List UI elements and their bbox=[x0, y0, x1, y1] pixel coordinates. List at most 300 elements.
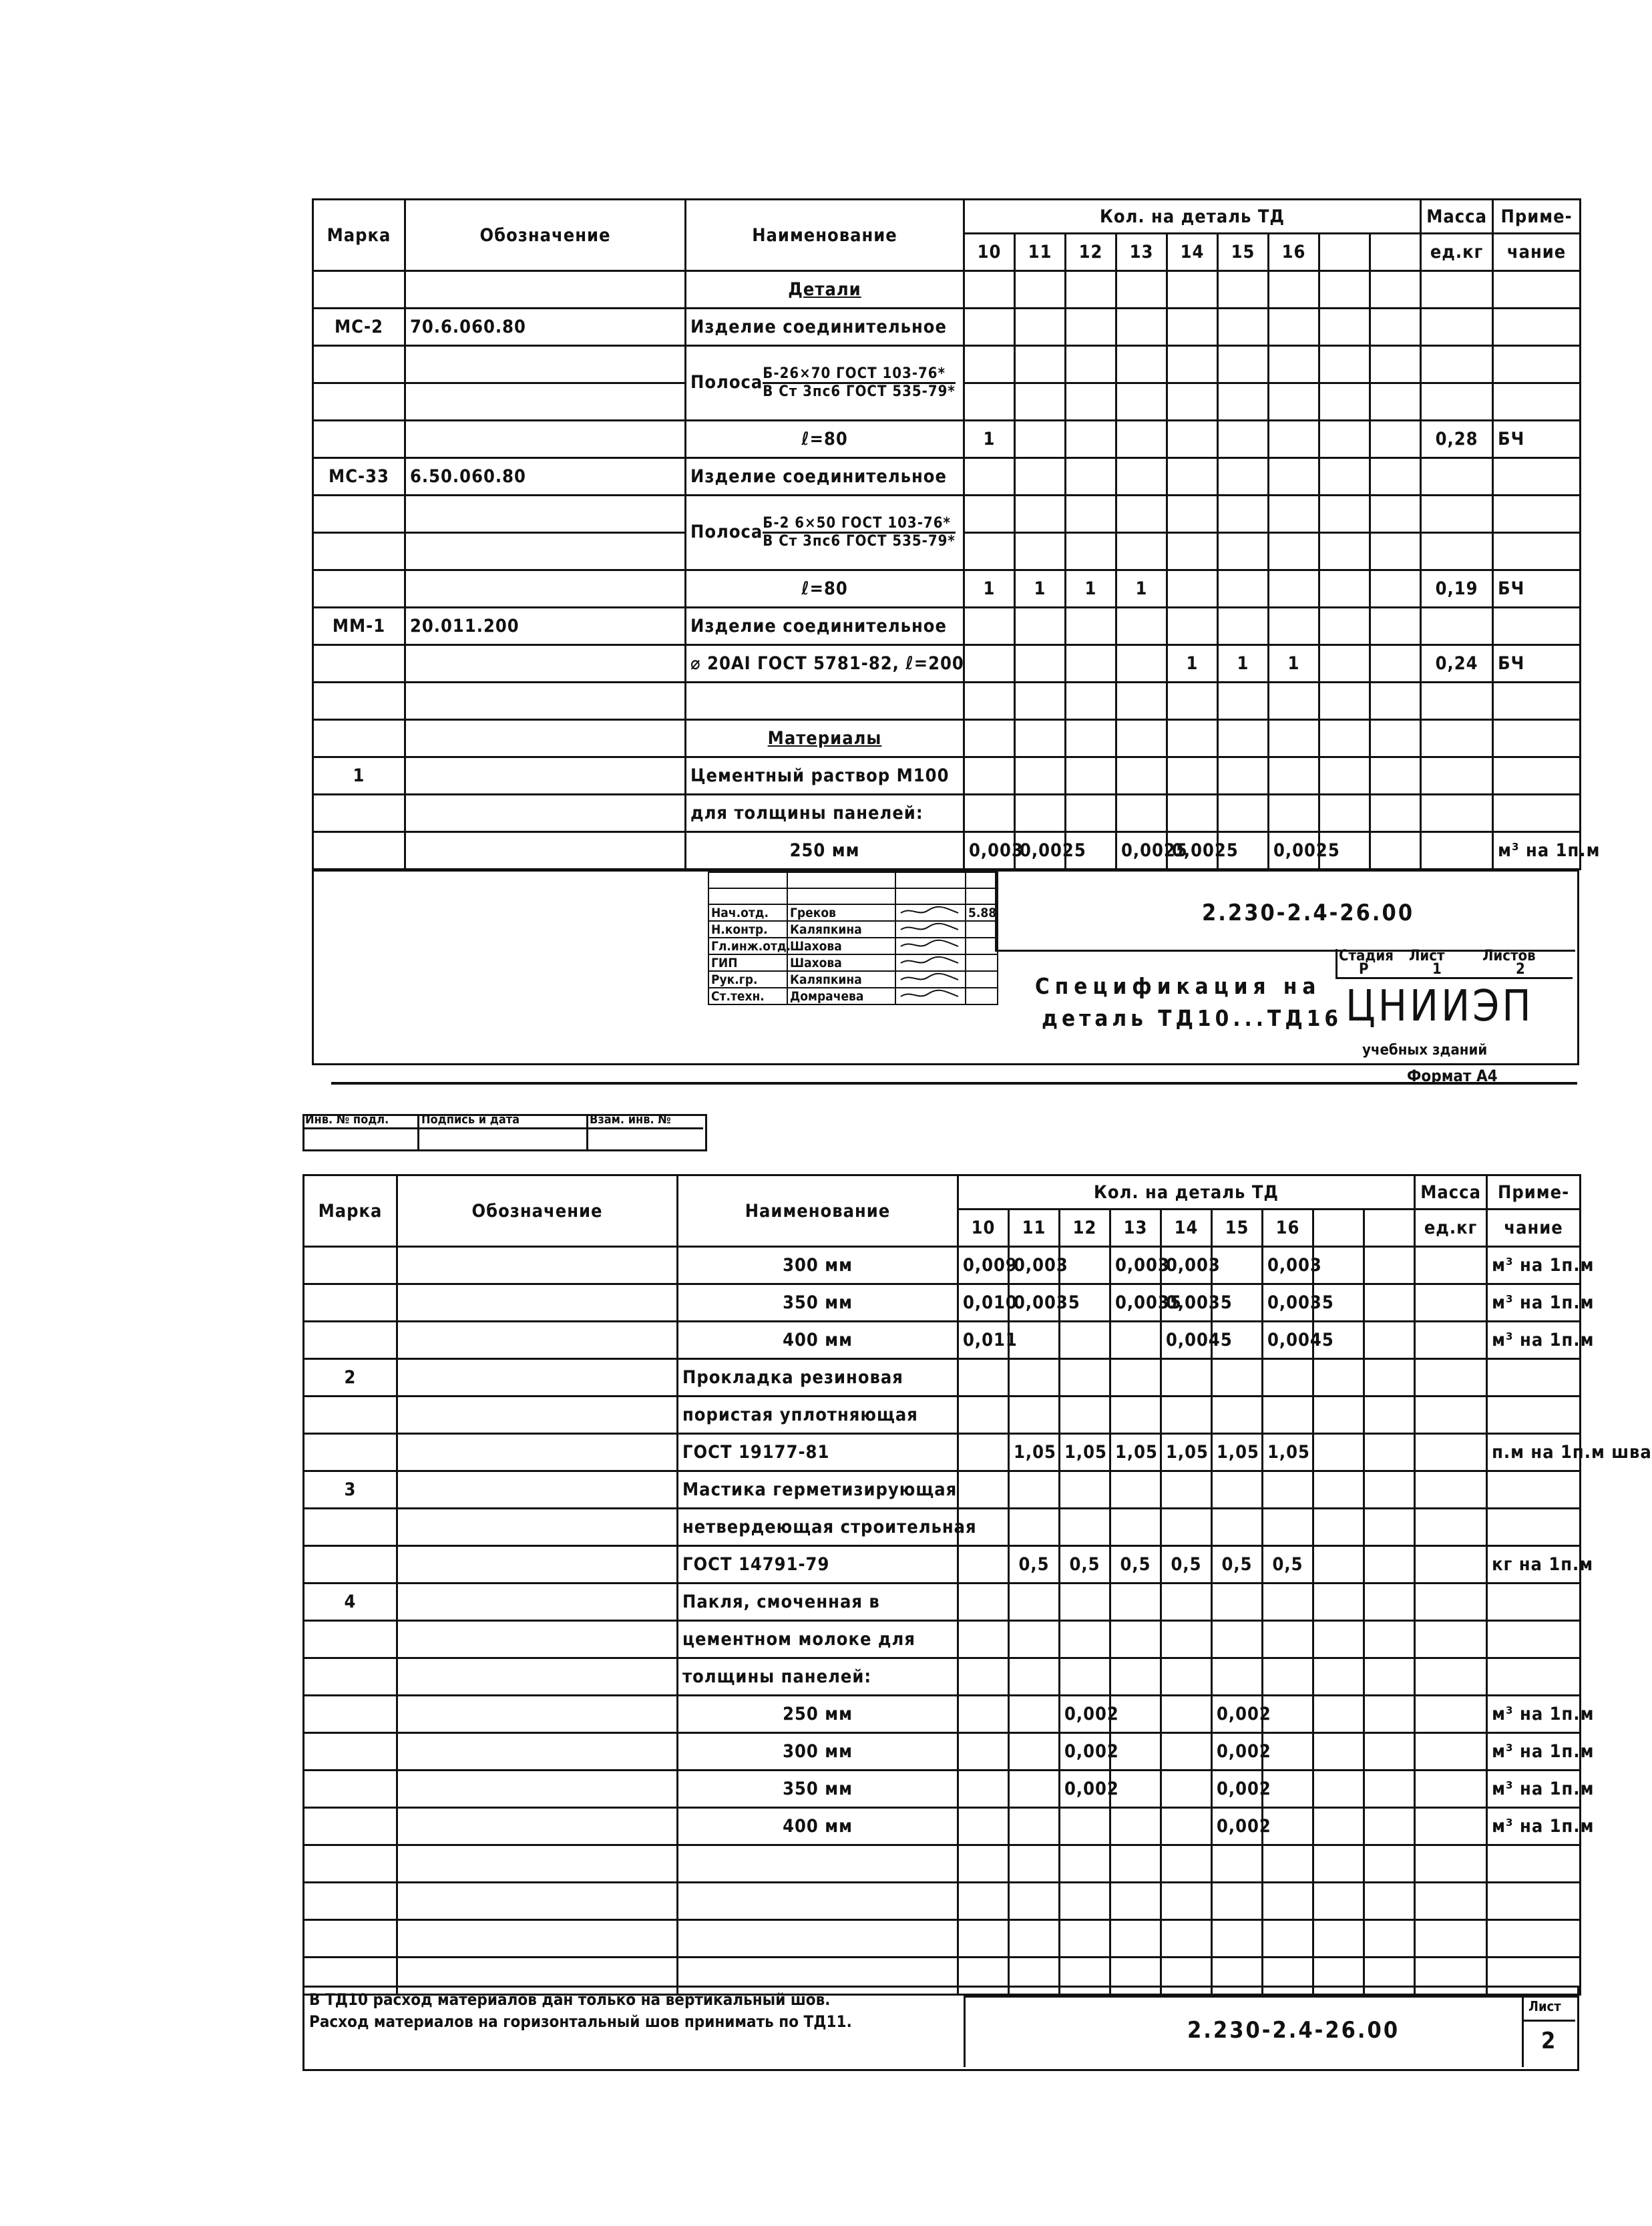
doc-code-2: 2.230-2.4-26.00 bbox=[1187, 2017, 1400, 2044]
cell-qty bbox=[1066, 271, 1116, 309]
signature-row bbox=[708, 938, 998, 954]
cell-marka bbox=[304, 1546, 397, 1584]
cell-qty bbox=[1319, 271, 1370, 309]
doc-code-1: 2.230-2.4-26.00 bbox=[1202, 900, 1415, 926]
cell-qty bbox=[1015, 608, 1066, 645]
signer-signature bbox=[895, 971, 966, 988]
cell-qty: 0,003 bbox=[964, 832, 1015, 870]
cell-qty bbox=[1161, 1808, 1212, 1845]
cell-marka bbox=[304, 1397, 397, 1434]
cell-marka bbox=[313, 683, 405, 720]
cell-primechanie: м³ на 1п.м bbox=[1487, 1322, 1581, 1359]
cell-qty: 0,5 bbox=[1009, 1546, 1060, 1584]
cell-qty bbox=[964, 645, 1015, 683]
cell-naimenovanie: цементном молоке для bbox=[678, 1621, 958, 1658]
org-logo: ЦНИИЭП bbox=[1346, 982, 1534, 1031]
cell-primechanie: м³ на 1п.м bbox=[1493, 832, 1581, 870]
col-num: 11 bbox=[1009, 1210, 1060, 1247]
cell-oboznachenie bbox=[397, 1771, 678, 1808]
header-naimenovanie: Наименование bbox=[678, 1175, 958, 1247]
cell-qty bbox=[1313, 1434, 1364, 1471]
cell-qty: 0,0035 bbox=[1263, 1284, 1313, 1322]
cell-marka bbox=[304, 1509, 397, 1546]
signature-scribble bbox=[898, 905, 962, 917]
cell-qty bbox=[1364, 1284, 1415, 1322]
cell-qty bbox=[1319, 533, 1370, 570]
cell-qty bbox=[1015, 645, 1066, 683]
cell-qty bbox=[1212, 1359, 1263, 1397]
header-prim-1: Приме- bbox=[1487, 1175, 1581, 1210]
cell-qty bbox=[1167, 608, 1218, 645]
table-row bbox=[313, 720, 1581, 757]
table-row bbox=[313, 757, 1581, 795]
cell-qty bbox=[1015, 757, 1066, 795]
cell-qty bbox=[1218, 271, 1269, 309]
cell-qty: 0,002 bbox=[1212, 1696, 1263, 1733]
cell-qty bbox=[1313, 1696, 1364, 1733]
cell-qty bbox=[1116, 608, 1167, 645]
cell-qty bbox=[1167, 271, 1218, 309]
cell-qty bbox=[1370, 383, 1421, 421]
signature-scribble bbox=[898, 938, 962, 950]
cell-qty bbox=[1212, 1920, 1263, 1958]
cell-qty bbox=[1212, 1883, 1263, 1920]
cell-naimenovanie: Изделие соединительное bbox=[686, 458, 964, 496]
cell-qty bbox=[1167, 757, 1218, 795]
cell-qty: 0,009 bbox=[958, 1247, 1009, 1284]
stage-value: Р bbox=[1359, 961, 1369, 978]
header-naimenovanie: Наименование bbox=[686, 200, 964, 271]
cell-qty bbox=[1269, 496, 1319, 533]
cell-naimenovanie: 250 мм bbox=[678, 1696, 958, 1733]
spec-table-1 bbox=[312, 198, 1601, 870]
cell-oboznachenie bbox=[397, 1621, 678, 1658]
cell-naimenovanie: Изделие соединительное bbox=[686, 608, 964, 645]
cell-oboznachenie bbox=[397, 1733, 678, 1771]
cell-qty bbox=[1269, 383, 1319, 421]
cell-qty bbox=[1009, 1359, 1060, 1397]
cell-qty: 0,5 bbox=[1263, 1546, 1313, 1584]
table-row bbox=[313, 683, 1581, 720]
cell-qty bbox=[1060, 1509, 1110, 1546]
cell-massa bbox=[1415, 1247, 1487, 1284]
cell-qty bbox=[1009, 1658, 1060, 1696]
cell-qty bbox=[964, 383, 1015, 421]
cell-qty bbox=[1263, 1584, 1313, 1621]
cell-qty: 0,0045 bbox=[1263, 1322, 1313, 1359]
cell-qty bbox=[1015, 309, 1066, 346]
cell-qty bbox=[1370, 832, 1421, 870]
col-num: 15 bbox=[1218, 234, 1269, 271]
cell-qty: 1 bbox=[964, 421, 1015, 458]
cell-qty bbox=[1218, 346, 1269, 383]
cell-marka bbox=[304, 1621, 397, 1658]
cell-massa bbox=[1415, 1509, 1487, 1546]
sheet-1 bbox=[312, 198, 1601, 1085]
cell-primechanie bbox=[1493, 383, 1581, 421]
signer-name: Каляпкина bbox=[787, 921, 895, 938]
cell-qty bbox=[958, 1808, 1009, 1845]
cell-naimenovanie bbox=[686, 683, 964, 720]
cell-qty: 0,002 bbox=[1212, 1808, 1263, 1845]
cell-qty bbox=[1167, 720, 1218, 757]
cell-primechanie bbox=[1493, 271, 1581, 309]
cell-qty: 1,05 bbox=[1110, 1434, 1161, 1471]
cell-qty: 1 bbox=[1269, 645, 1319, 683]
cell-qty bbox=[1370, 645, 1421, 683]
cell-oboznachenie: 20.011.200 bbox=[405, 608, 686, 645]
cell-massa bbox=[1421, 383, 1493, 421]
note-line-1: В ТД10 расход материалов дан только на вертикальный шов. bbox=[309, 1990, 831, 2009]
col-num: 13 bbox=[1116, 234, 1167, 271]
signer-date bbox=[966, 938, 998, 954]
cell-oboznachenie bbox=[405, 832, 686, 870]
table-row bbox=[313, 608, 1581, 645]
cell-naimenovanie: ГОСТ 19177-81 bbox=[678, 1434, 958, 1471]
cell-qty: 0,003 bbox=[1263, 1247, 1313, 1284]
cell-qty bbox=[1167, 533, 1218, 570]
cell-qty bbox=[1319, 383, 1370, 421]
cell-qty: 0,5 bbox=[1060, 1546, 1110, 1584]
header-kol: Кол. на деталь ТД bbox=[964, 200, 1421, 234]
cell-qty: 0,0025 bbox=[1116, 832, 1167, 870]
cell-qty bbox=[958, 1920, 1009, 1958]
header-massa-1: Масса bbox=[1415, 1175, 1487, 1210]
cell-massa bbox=[1421, 533, 1493, 570]
cell-oboznachenie bbox=[405, 683, 686, 720]
signature-table bbox=[708, 872, 998, 1005]
cell-naimenovanie bbox=[686, 496, 964, 570]
cell-naimenovanie: 250 мм bbox=[686, 832, 964, 870]
cell-qty bbox=[1313, 1733, 1364, 1771]
cell-qty: 1 bbox=[964, 570, 1015, 608]
cell-qty bbox=[1060, 1584, 1110, 1621]
cell-qty bbox=[1009, 1696, 1060, 1733]
cell-qty bbox=[1218, 496, 1269, 533]
cell-oboznachenie bbox=[405, 421, 686, 458]
cell-marka bbox=[304, 1808, 397, 1845]
spec-table-2 bbox=[302, 1174, 1652, 1996]
header-massa-2: ед.кг bbox=[1421, 234, 1493, 271]
cell-oboznachenie bbox=[397, 1845, 678, 1883]
cell-qty bbox=[1313, 1471, 1364, 1509]
table-row bbox=[304, 1920, 1581, 1958]
cell-qty bbox=[964, 271, 1015, 309]
cell-massa bbox=[1421, 346, 1493, 383]
sheet-value: 1 bbox=[1432, 961, 1442, 978]
cell-qty bbox=[1116, 271, 1167, 309]
cell-qty bbox=[1269, 533, 1319, 570]
cell-qty bbox=[1015, 346, 1066, 383]
cell-qty bbox=[1319, 309, 1370, 346]
signature-row-empty bbox=[708, 888, 998, 904]
cell-qty bbox=[1015, 383, 1066, 421]
table-row bbox=[313, 309, 1581, 346]
cell-naimenovanie: 350 мм bbox=[678, 1284, 958, 1322]
cell-qty bbox=[1066, 720, 1116, 757]
sheet-label: Лист bbox=[1409, 948, 1445, 964]
header-marka: Марка bbox=[313, 200, 405, 271]
cell-qty bbox=[1060, 1322, 1110, 1359]
col-num: 12 bbox=[1060, 1210, 1110, 1247]
cell-qty bbox=[1161, 1584, 1212, 1621]
cell-qty bbox=[1066, 533, 1116, 570]
col-num bbox=[1319, 234, 1370, 271]
cell-naimenovanie: Цементный раствор М100 bbox=[686, 757, 964, 795]
cell-qty bbox=[1218, 570, 1269, 608]
cell-massa bbox=[1415, 1621, 1487, 1658]
cell-naimenovanie: Изделие соединительное bbox=[686, 309, 964, 346]
cell-qty bbox=[958, 1546, 1009, 1584]
cell-qty bbox=[1313, 1621, 1364, 1658]
stamp-sep-2 bbox=[586, 1114, 588, 1151]
cell-qty bbox=[964, 795, 1015, 832]
cell-qty bbox=[1370, 608, 1421, 645]
cell-qty bbox=[1167, 383, 1218, 421]
cell-qty: 1 bbox=[1015, 570, 1066, 608]
cell-marka bbox=[304, 1920, 397, 1958]
cell-qty bbox=[1110, 1920, 1161, 1958]
cell-qty bbox=[1009, 1808, 1060, 1845]
cell-qty bbox=[964, 757, 1015, 795]
signature-cell bbox=[966, 872, 998, 888]
table-row bbox=[313, 570, 1581, 608]
cell-qty bbox=[1269, 795, 1319, 832]
cell-qty bbox=[1364, 1584, 1415, 1621]
cell-qty: 0,0035 bbox=[1161, 1284, 1212, 1322]
cell-qty bbox=[1370, 271, 1421, 309]
cell-qty bbox=[1161, 1471, 1212, 1509]
cell-qty: 0,0025 bbox=[1269, 832, 1319, 870]
cell-qty bbox=[1167, 683, 1218, 720]
cell-qty bbox=[1370, 757, 1421, 795]
stamp-sep-1 bbox=[417, 1114, 419, 1151]
cell-qty bbox=[1066, 383, 1116, 421]
cell-marka bbox=[313, 645, 405, 683]
header-oboznachenie: Обозначение bbox=[405, 200, 686, 271]
sheet-divider bbox=[331, 1082, 1577, 1085]
cell-primechanie bbox=[1493, 683, 1581, 720]
signature-cell bbox=[787, 888, 895, 904]
cell-primechanie bbox=[1487, 1845, 1581, 1883]
cell-qty bbox=[1313, 1584, 1364, 1621]
cell-primechanie bbox=[1487, 1621, 1581, 1658]
table-row bbox=[313, 271, 1581, 309]
cell-qty bbox=[1009, 1584, 1060, 1621]
cell-qty bbox=[1110, 1621, 1161, 1658]
cell-oboznachenie bbox=[405, 645, 686, 683]
table-row bbox=[313, 346, 1581, 383]
cell-oboznachenie bbox=[397, 1247, 678, 1284]
col-num: 10 bbox=[958, 1210, 1009, 1247]
signer-signature bbox=[895, 904, 966, 921]
spec-body-2 bbox=[304, 1247, 1652, 1995]
cell-massa bbox=[1421, 720, 1493, 757]
cell-qty bbox=[1313, 1771, 1364, 1808]
cell-oboznachenie: 6.50.060.80 bbox=[405, 458, 686, 496]
cell-qty bbox=[1364, 1546, 1415, 1584]
cell-naimenovanie: 300 мм bbox=[678, 1247, 958, 1284]
cell-marka bbox=[304, 1434, 397, 1471]
cell-primechanie: м³ на 1п.м bbox=[1487, 1808, 1581, 1845]
cell-qty: 1,05 bbox=[1212, 1434, 1263, 1471]
cell-oboznachenie bbox=[397, 1284, 678, 1322]
cell-massa bbox=[1415, 1322, 1487, 1359]
cell-qty bbox=[1110, 1883, 1161, 1920]
cell-qty bbox=[1263, 1920, 1313, 1958]
cell-massa bbox=[1415, 1284, 1487, 1322]
cell-qty: 0,5 bbox=[1110, 1546, 1161, 1584]
cell-qty bbox=[964, 608, 1015, 645]
signature-cell bbox=[895, 872, 966, 888]
cell-qty bbox=[1212, 1584, 1263, 1621]
cell-qty bbox=[958, 1397, 1009, 1434]
cell-qty bbox=[1364, 1658, 1415, 1696]
signer-role: ГИП bbox=[708, 954, 787, 971]
cell-qty: 0,5 bbox=[1212, 1546, 1263, 1584]
cell-primechanie bbox=[1487, 1920, 1581, 1958]
cell-qty bbox=[1319, 720, 1370, 757]
signature-row bbox=[708, 988, 998, 1004]
cell-massa bbox=[1421, 757, 1493, 795]
cell-qty bbox=[1212, 1845, 1263, 1883]
cell-qty bbox=[1218, 533, 1269, 570]
cell-qty bbox=[1009, 1845, 1060, 1883]
cell-oboznachenie bbox=[405, 533, 686, 570]
cell-qty bbox=[1263, 1658, 1313, 1696]
cell-qty bbox=[1364, 1733, 1415, 1771]
col-num: 14 bbox=[1161, 1210, 1212, 1247]
table-row bbox=[304, 1584, 1581, 1621]
header-massa-1: Масса bbox=[1421, 200, 1493, 234]
cell-naimenovanie bbox=[678, 1920, 958, 1958]
cell-qty bbox=[1116, 346, 1167, 383]
cell-qty bbox=[1161, 1733, 1212, 1771]
cell-primechanie: БЧ bbox=[1493, 570, 1581, 608]
signature-row bbox=[708, 954, 998, 971]
col-num: 13 bbox=[1110, 1210, 1161, 1247]
cell-qty bbox=[964, 496, 1015, 533]
cell-qty bbox=[1110, 1808, 1161, 1845]
cell-qty bbox=[1060, 1397, 1110, 1434]
cell-qty bbox=[1364, 1845, 1415, 1883]
cell-oboznachenie: 70.6.060.80 bbox=[405, 309, 686, 346]
cell-qty bbox=[1066, 645, 1116, 683]
header-prim-2: чание bbox=[1487, 1210, 1581, 1247]
cell-qty bbox=[958, 1696, 1009, 1733]
cell-qty bbox=[1313, 1397, 1364, 1434]
cell-marka bbox=[304, 1733, 397, 1771]
cell-qty bbox=[1161, 1920, 1212, 1958]
signature-cell bbox=[895, 888, 966, 904]
cell-marka bbox=[304, 1845, 397, 1883]
cell-massa bbox=[1415, 1733, 1487, 1771]
cell-qty bbox=[1364, 1883, 1415, 1920]
cell-qty bbox=[1364, 1434, 1415, 1471]
cell-qty bbox=[958, 1471, 1009, 1509]
cell-primechanie bbox=[1487, 1359, 1581, 1397]
signature-cell bbox=[708, 872, 787, 888]
cell-qty bbox=[964, 683, 1015, 720]
cell-qty bbox=[1370, 458, 1421, 496]
cell-qty bbox=[1060, 1359, 1110, 1397]
cell-massa bbox=[1421, 458, 1493, 496]
cell-qty bbox=[1060, 1658, 1110, 1696]
cell-qty bbox=[1015, 795, 1066, 832]
signature-cell bbox=[787, 872, 895, 888]
cell-qty bbox=[1167, 421, 1218, 458]
cell-massa bbox=[1415, 1771, 1487, 1808]
cell-qty bbox=[1370, 683, 1421, 720]
cell-qty: 1,05 bbox=[1060, 1434, 1110, 1471]
cell-qty bbox=[1161, 1509, 1212, 1546]
cell-qty: 0,011 bbox=[958, 1322, 1009, 1359]
cell-primechanie bbox=[1493, 458, 1581, 496]
cell-qty bbox=[1269, 683, 1319, 720]
cell-primechanie bbox=[1493, 720, 1581, 757]
cell-qty bbox=[1263, 1471, 1313, 1509]
cell-primechanie bbox=[1493, 757, 1581, 795]
cell-qty bbox=[1319, 421, 1370, 458]
cell-qty: 1,05 bbox=[1263, 1434, 1313, 1471]
cell-qty bbox=[1060, 1920, 1110, 1958]
cell-qty bbox=[1319, 496, 1370, 533]
table-row bbox=[313, 421, 1581, 458]
cell-naimenovanie bbox=[686, 346, 964, 421]
cell-qty bbox=[1116, 683, 1167, 720]
cell-qty bbox=[1370, 795, 1421, 832]
cell-qty bbox=[1060, 1808, 1110, 1845]
cell-oboznachenie bbox=[405, 795, 686, 832]
cell-marka bbox=[313, 795, 405, 832]
cell-primechanie: м³ на 1п.м bbox=[1487, 1284, 1581, 1322]
frac-numerator: Б-26×70 ГОСТ 103-76* bbox=[763, 366, 955, 384]
cell-qty: 1,05 bbox=[1009, 1434, 1060, 1471]
cell-primechanie: м³ на 1п.м bbox=[1487, 1696, 1581, 1733]
signature-scribble bbox=[898, 988, 962, 1000]
cell-qty bbox=[1066, 458, 1116, 496]
cell-qty: 0,0035 bbox=[1009, 1284, 1060, 1322]
cell-massa bbox=[1415, 1808, 1487, 1845]
table-row bbox=[304, 1845, 1581, 1883]
col-num: 14 bbox=[1167, 234, 1218, 271]
col-num: 16 bbox=[1263, 1210, 1313, 1247]
cell-qty bbox=[1313, 1546, 1364, 1584]
cell-naimenovanie: ℓ=80 bbox=[686, 570, 964, 608]
cell-qty bbox=[1009, 1883, 1060, 1920]
fraction bbox=[763, 366, 955, 400]
cell-primechanie: п.м на 1п.м шва bbox=[1487, 1434, 1581, 1471]
cell-primechanie bbox=[1493, 346, 1581, 383]
cell-qty bbox=[958, 1845, 1009, 1883]
cell-massa bbox=[1415, 1920, 1487, 1958]
cell-qty bbox=[1364, 1696, 1415, 1733]
sheet-no-value: 2 bbox=[1541, 2028, 1556, 2054]
cell-qty bbox=[1263, 1509, 1313, 1546]
table-row bbox=[304, 1284, 1581, 1322]
cell-qty bbox=[1313, 1883, 1364, 1920]
cell-naimenovanie bbox=[678, 1883, 958, 1920]
header-massa-2: ед.кг bbox=[1415, 1210, 1487, 1247]
cell-qty bbox=[1110, 1471, 1161, 1509]
cell-massa bbox=[1415, 1434, 1487, 1471]
cell-marka bbox=[304, 1322, 397, 1359]
spec-title-line2: деталь ТД10...ТД16 bbox=[1042, 1005, 1343, 1031]
cell-qty bbox=[958, 1883, 1009, 1920]
signer-signature bbox=[895, 921, 966, 938]
cell-qty bbox=[1009, 1771, 1060, 1808]
cell-qty bbox=[1364, 1359, 1415, 1397]
